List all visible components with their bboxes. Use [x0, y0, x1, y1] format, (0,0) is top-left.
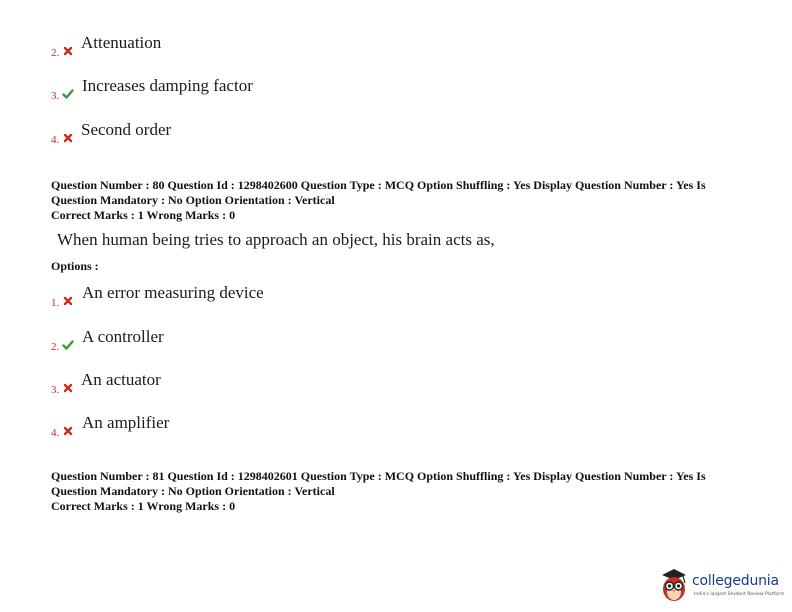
option-text: Increases damping factor [82, 76, 253, 95]
meta-line: Correct Marks : 1 Wrong Marks : 0 [51, 208, 236, 222]
meta-line: Question Number : 81 Question Id : 1298402601 Question Type : MCQ Option Shuffling : Yes Display Question Number : Yes Is [51, 469, 706, 483]
cross-icon [62, 295, 74, 307]
cross-icon [62, 382, 74, 394]
option-text: An amplifier [82, 413, 170, 432]
option-number: 3. [51, 384, 60, 396]
collegedunia-logo [658, 566, 786, 606]
option-number: 2. [51, 341, 60, 353]
question-meta [51, 178, 751, 223]
option-text: A controller [82, 327, 164, 346]
option-number: 4. [51, 427, 60, 439]
option-text: An error measuring device [82, 283, 264, 302]
check-icon [62, 88, 74, 100]
cross-icon [62, 132, 74, 144]
meta-line: Correct Marks : 1 Wrong Marks : 0 [51, 499, 236, 513]
brand-name: collegedunia [692, 573, 779, 589]
owl-mascot-icon [658, 566, 690, 604]
brand-tagline: India's largest Student Review Platform [694, 592, 785, 597]
option-number: 1. [51, 297, 60, 309]
option-text: Attenuation [81, 33, 162, 52]
option-number: 2. [51, 47, 60, 59]
option-number: 3. [51, 90, 60, 102]
check-icon [62, 339, 74, 351]
cross-icon [62, 425, 74, 437]
option-number: 4. [51, 134, 60, 146]
option-text: An actuator [81, 370, 161, 389]
question-meta [51, 469, 751, 514]
meta-line: Question Mandatory : No Option Orientation : Vertical [51, 193, 335, 207]
meta-line: Question Mandatory : No Option Orientation : Vertical [51, 484, 335, 498]
option-text: Second order [81, 120, 172, 139]
question-text: When human being tries to approach an object, his brain acts as, [57, 230, 495, 249]
cross-icon [62, 45, 74, 57]
options-label: Options : [51, 259, 99, 273]
meta-line: Question Number : 80 Question Id : 1298402600 Question Type : MCQ Option Shuffling : Yes Display Question Number : Yes Is [51, 178, 706, 192]
